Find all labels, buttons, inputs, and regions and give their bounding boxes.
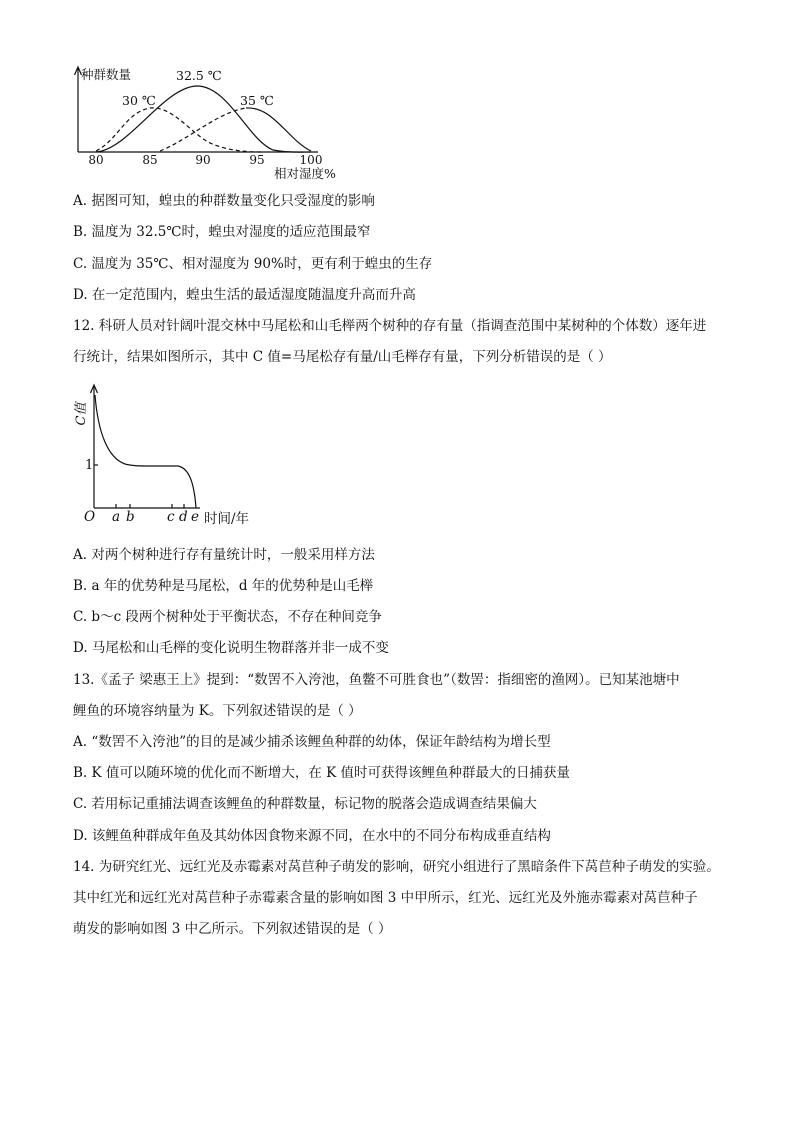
q11-option-c: C. 温度为 35℃、相对湿度为 90%时，更有利于蝗虫的生存 [73,256,433,272]
x-tick-label: 100 [299,153,323,167]
x-tick-label-d: d [179,509,188,525]
c-value-curve [95,395,196,508]
q12-stem-line1: 12. 科研人员对针阔叶混交林中马尾松和山毛榉两个树种的存有量（指调查范围中某树种的个体数）逐年进 [73,318,707,334]
x-axis-label: 相对湿度% [274,166,336,181]
q11-option-b: B. 温度为 32.5℃时，蝗虫对湿度的适应范围最窄 [73,224,371,240]
q13-option-c: C. 若用标记重捕法调查该鲤鱼的种群数量，标记物的脱落会造成调查结果偏大 [73,796,537,812]
x-tick-label-c: c [167,509,175,525]
y-axis-label: 种群数量 [81,67,132,82]
q14-stem-line2: 其中红光和远红光对莴苣种子赤霉素含量的影响如图 3 中甲所示，红光、远红光及外施赤霉素对莴苣种子 [73,890,698,906]
x-tick-label-a: a [112,509,121,525]
x-tick-label-b: b [126,509,135,525]
x-axis-label: 时间/年 [204,511,250,527]
q12-option-a: A. 对两个树种进行存有量统计时，一般采用样方法 [73,547,375,563]
q11-option-d: D. 在一定范围内，蝗虫生活的最适湿度随温度升高而升高 [73,287,416,303]
q12-stem-line2: 行统计，结果如图所示，其中 C 值=马尾松存有量/山毛榉存有量，下列分析错误的是（ ） [73,349,612,365]
q13-option-b: B. K 值可以随环境的优化而不断增大，在 K 值时可获得该鲤鱼种群最大的日捕获量 [73,765,571,781]
c-value-figure [70,378,280,528]
x-tick-label: 90 [195,153,211,167]
q13-stem-line1: 13.《孟子 梁惠王上》提到：“数罟不入洿池，鱼鳖不可胜食也”（数罟：指细密的渔网）。已知某池塘中 [73,672,680,688]
q12-option-c: C. b～c 段两个树种处于平衡状态，不存在种间竞争 [73,609,382,625]
q14-stem-line1: 14. 为研究红光、远红光及赤霉素对莴苣种子萌发的影响，研究小组进行了黑暗条件下莴苣种子萌发的实验。 [73,859,720,875]
q12-option-b: B. a 年的优势种是马尾松，d 年的优势种是山毛榉 [73,578,374,594]
humidity-population-figure [68,60,336,185]
y-tick-label: 1 [85,458,94,473]
x-tick-label: 85 [142,153,158,167]
q13-option-d: D. 该鲤鱼种群成年鱼及其幼体因食物来源不同，在水中的不同分布构成垂直结构 [73,828,551,844]
curve-label-30c: 30 ℃ [122,93,156,108]
q14-stem-line3: 萌发的影响如图 3 中乙所示。下列叙述错误的是（ ） [73,921,392,937]
q12-option-d: D. 马尾松和山毛榉的变化说明生物群落并非一成不变 [73,640,389,656]
c-value-svg [70,378,280,528]
y-axis-label: C值 [74,402,89,426]
origin-label: O [84,509,96,525]
q11-option-a: A. 据图可知，蝗虫的种群数量变化只受湿度的影响 [73,193,375,209]
x-tick-label: 80 [88,153,104,167]
x-tick-label-e: e [191,509,199,525]
humidity-population-svg [68,60,336,185]
x-tick-label: 95 [249,153,265,167]
curve-label-35c: 35 ℃ [240,93,274,108]
curve-label-32-5c: 32.5 ℃ [176,68,222,83]
q13-stem-line2: 鲤鱼的环境容纳量为 K。下列叙述错误的是（ ） [73,703,362,719]
curve-35c-right [246,108,311,151]
q13-option-a: A. “数罟不入洿池”的目的是减少捕杀该鲤鱼种群的幼体，保证年龄结构为增长型 [73,734,551,750]
